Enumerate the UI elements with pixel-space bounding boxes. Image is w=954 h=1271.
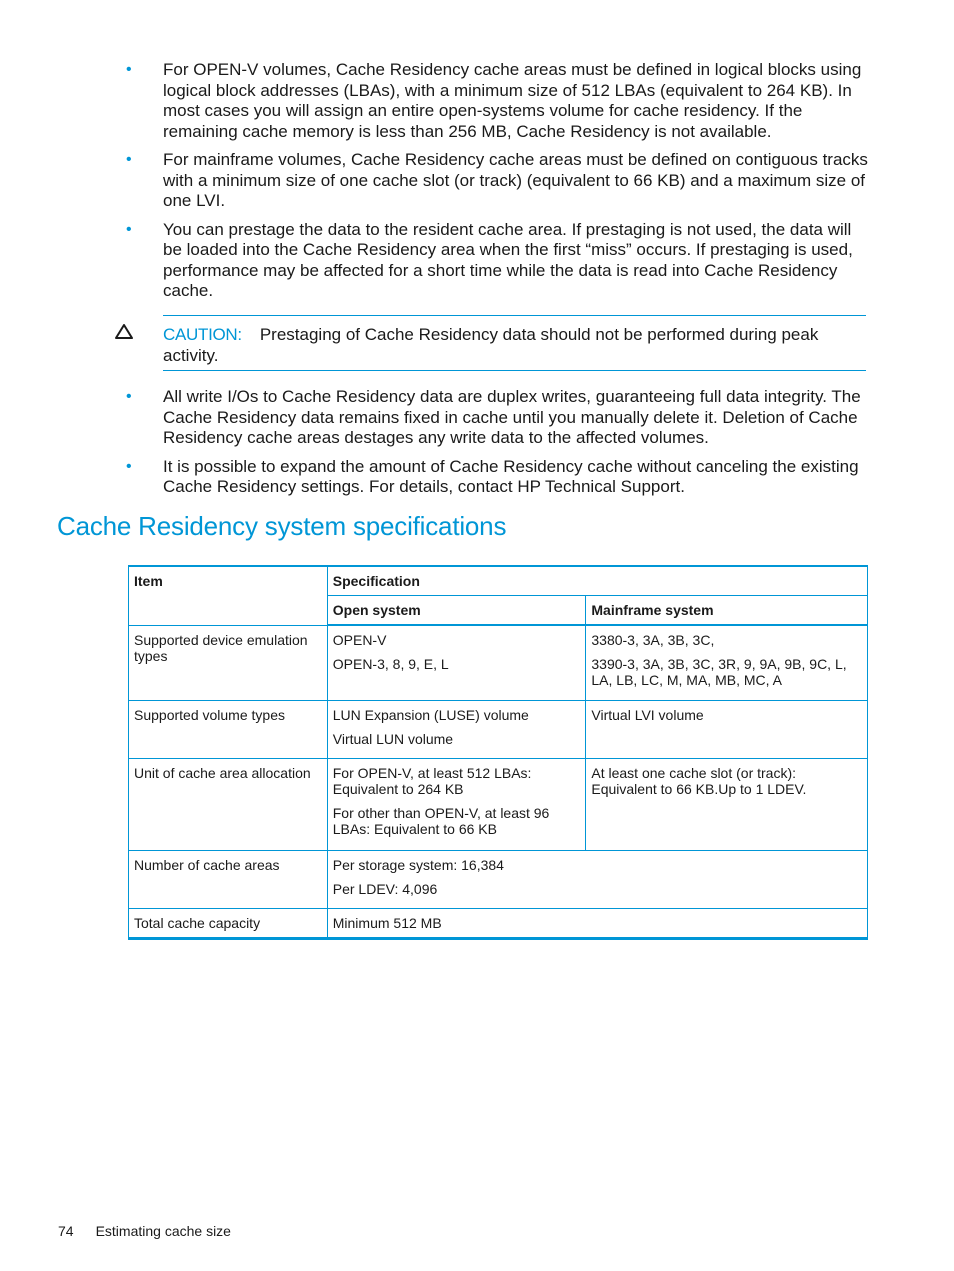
table-row [129,908,868,938]
table-row [129,625,868,700]
bullet-list-bottom [122,387,868,506]
section-title: Cache Residency system specifications [57,511,507,541]
cell-line: Virtual LVI volume [591,706,704,723]
cell-line: 3390-3, 3A, 3B, 3C, 3R, 9, 9A, 9B, 9C, L, LA, LB, LC, M, MA, MB, MC, A [591,656,847,688]
cell-line: 3380-3, 3A, 3B, 3C, [591,632,715,648]
bullet-item [122,60,868,142]
cell-line: For OPEN-V, at least 512 LBAs: Equivalent to 264 KB [332,764,532,797]
bullet-marker-icon: • [126,457,132,475]
caution-note [113,315,867,371]
header-open-system: Open system [327,596,586,626]
cell-item: Supported volume types [129,700,328,758]
cell-combined [327,850,867,908]
cell-line: OPEN-V [332,632,387,648]
bullet-text: For OPEN-V volumes, Cache Residency cache areas must be defined in logical blocks using logical block addresses (LBAs), with a minimum size of 512 LBAs (equivalent to 264 KB). In most cases you will assign an entire open-systems volume for cache residency. If the remaining cache memory is less than 256 MB, Cache Residency is not available. [163,60,862,141]
spec-table [128,565,868,940]
table-row [129,700,868,758]
cell-item: Supported device emulation types [129,625,328,700]
table-header-row [129,566,868,596]
bullet-item [122,387,868,449]
cell-open [327,700,586,758]
caution-box [163,315,866,371]
bullet-text: You can prestage the data to the resident cache area. If prestaging is not used, the data will be loaded into the Cache Residency area when the first “miss” occurs. If prestaging is used, performance may be affected for a short time while the data is read into Cache Residency cache. [163,219,853,300]
header-specification: Specification [327,566,867,596]
footer-section: Estimating cache size [95,1223,231,1239]
cell-item: Number of cache areas [129,850,328,908]
caution-label: CAUTION: [163,325,242,344]
cell-open [327,758,586,850]
cell-mainframe [586,625,868,700]
cell-line: OPEN-3, 8, 9, E, L [332,656,449,672]
cell-combined [327,908,867,938]
cell-line: LUN Expansion (LUSE) volume [332,706,529,723]
cell-mainframe [586,758,868,850]
bullet-marker-icon: • [126,61,132,78]
bullet-item [122,150,868,212]
bullet-marker-icon: • [126,388,132,405]
cell-line: Per storage system: 16,384 [332,856,504,873]
cell-line: At least one cache slot (or track): Equivalent to 66 KB.Up to 1 LDEV. [591,764,807,797]
cell-line: For other than OPEN-V, at least 96 LBAs: Equivalent to 66 KB [332,804,550,837]
bullet-text: All write I/Os to Cache Residency data are duplex writes, guaranteeing full data integrity. The Cache Residency data remains fixed in cache until you manually delete it. Deletion of Cache Residency cache areas destages any write data to the affected volumes. [163,387,861,447]
bullet-list-top [122,60,868,310]
cell-line: Minimum 512 MB [332,914,442,931]
bullet-text: For mainframe volumes, Cache Residency cache areas must be defined on contiguous tracks with a minimum size of one cache slot (or track) (equivalent to 66 KB) and a maximum size of one LVI. [163,150,868,210]
bullet-marker-icon: • [126,220,132,238]
cell-item: Total cache capacity [129,908,328,938]
page-number: 74 [58,1223,74,1239]
header-mainframe-system: Mainframe system [586,596,868,626]
caution-text: Prestaging of Cache Residency data should not be performed during peak activity. [163,325,819,365]
table-row [129,850,868,908]
table-row [129,758,868,850]
header-item: Item [129,566,328,625]
cell-mainframe [586,700,868,758]
cell-item: Unit of cache area allocation [129,758,328,850]
cell-line: Per LDEV: 4,096 [332,880,438,897]
bullet-item [122,457,868,498]
cell-line: Virtual LUN volume [332,730,454,747]
cell-open [327,625,586,700]
page-footer [58,1223,231,1239]
bullet-text: It is possible to expand the amount of Cache Residency cache without canceling the existing Cache Residency settings. For details, contact HP Technical Support. [163,456,859,496]
caution-triangle-icon [113,321,135,343]
bullet-item [122,220,868,302]
bullet-marker-icon: • [126,151,132,168]
